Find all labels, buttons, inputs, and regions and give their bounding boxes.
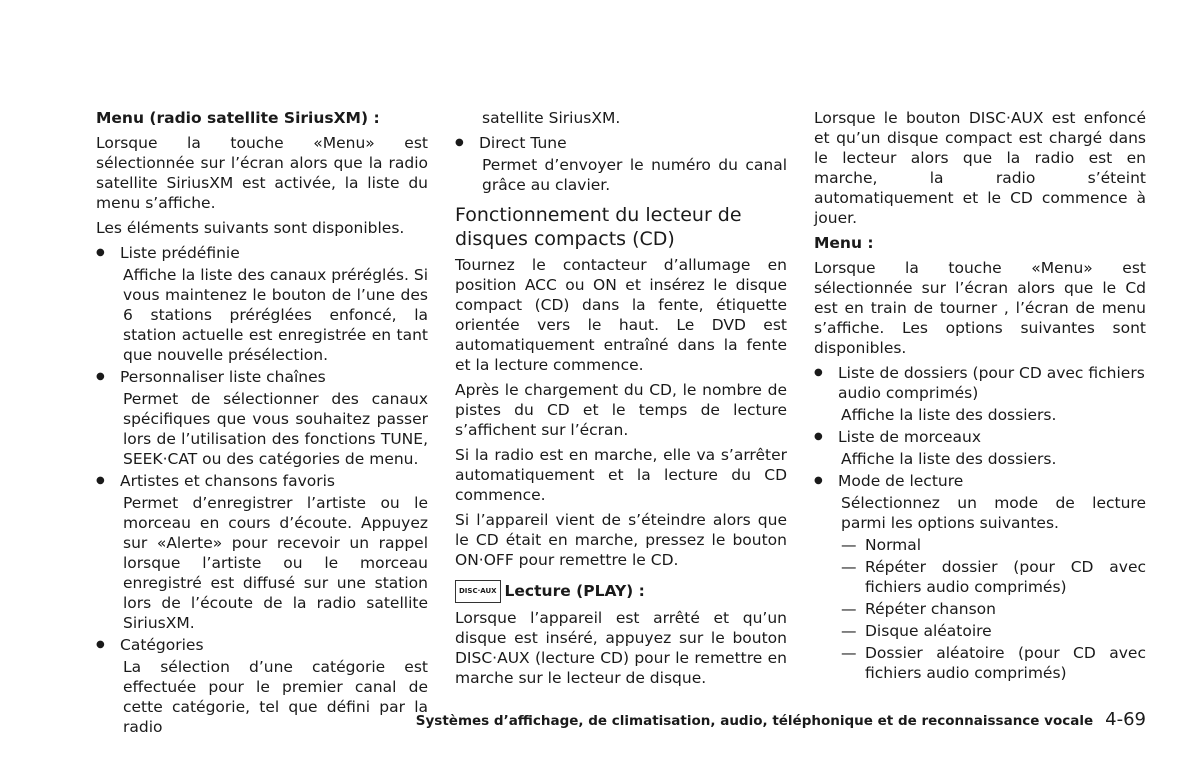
item-description: Sélectionnez un mode de lecture parmi les options suivantes. [841,494,1146,532]
item-description: Permet d’enregistrer l’artiste ou le morceau en cours d’écoute. Appuyez sur «Alerte» pour recevoir un rappel lorsque l’artiste ou le morceau enregistré est diffusé sur une station lors de l’écoute de la radio satellite SiriusXM. [123,494,428,632]
list-item [814,363,1146,403]
item-title: Catégories [120,636,204,654]
lecture-title: Lecture (PLAY) : [504,582,645,600]
paragraph: Tournez le contacteur d’allumage en position ACC ou ON et insérez le disque compact (CD) dans la fente, étiquette orientée vers le haut. Le DVD est automatiquement entraîné dans la fente et la lecture commence. [455,256,787,374]
dash-item: — Répéter dossier (pour CD avec fichiers audio comprimés) [841,557,1146,597]
disc-aux-button-icon: DISC·AUX [455,580,501,603]
bullet-list [455,133,787,195]
list-item [96,243,428,263]
list-item [96,367,428,387]
bullet-list [814,363,1146,533]
list-item [814,427,1146,447]
list-item [455,133,787,153]
item-title: Liste de dossiers (pour CD avec fichiers audio comprimés) [838,364,1145,402]
column-3 [814,108,1146,685]
item-title: Artistes et chansons favoris [120,472,336,490]
item-description: La sélection d’une catégorie est effectuée pour le premier canal de cette catégorie, tel que défini par la radio [123,658,428,736]
footer-text: Systèmes d’affichage, de climatisation, audio, téléphonique et de reconnaissance vocale [415,713,1094,729]
paragraph: Les éléments suivants sont disponibles. [96,219,405,237]
continued-text: satellite SiriusXM. [482,109,621,127]
paragraph: Lorsque le bouton DISC·AUX est enfoncé et qu’un disque compact est chargé dans le lecteur alors que la radio est en marche, la radio s’éteint automatiquement et le CD commence à jouer. [814,109,1146,227]
page-number: 4-69 [1105,709,1146,730]
paragraph: Si la radio est en marche, elle va s’arrêter automatiquement et la lecture du CD commence. [455,446,787,504]
column-2 [455,108,787,693]
dash-item: — Dossier aléatoire (pour CD avec fichiers audio comprimés) [841,643,1146,683]
item-description: Affiche la liste des dossiers. [841,450,1057,468]
item-title: Mode de lecture [838,472,964,490]
item-description: Affiche la liste des canaux préréglés. Si vous maintenez le bouton de l’une des 6 stations préréglées enfoncé, la station actuelle est enregistrée en tant que nouvelle présélection. [123,266,428,364]
paragraph: Après le chargement du CD, le nombre de pistes du CD et le temps de lecture s’affichent sur l’écran. [455,381,787,439]
item-description: Permet de sélectionner des canaux spécifiques que vous souhaitez passer lors de l’utilisation des fonctions TUNE, SEEK·CAT ou des catégories de menu. [123,390,428,468]
bullet-list [96,243,428,737]
dash-item: — Disque aléatoire [841,621,1146,641]
list-item [96,635,428,655]
list-item [96,471,428,491]
lecture-heading [455,580,787,603]
item-title: Direct Tune [479,134,567,152]
dash-item: — Normal [841,535,1146,555]
list-item [814,471,1146,491]
item-description: Affiche la liste des dossiers. [841,406,1057,424]
paragraph: Lorsque la touche «Menu» est sélectionnée sur l’écran alors que la radio satellite SiriusXM est activée, la liste du menu s’affiche. [96,134,428,212]
section-heading-menu-sirius: Menu (radio satellite SiriusXM) : [96,109,380,127]
paragraph: Si l’appareil vient de s’éteindre alors que le CD était en marche, pressez le bouton ON·OFF pour remettre le CD. [455,511,787,569]
column-1 [96,108,428,739]
menu-heading: Menu : [814,234,874,252]
paragraph: Lorsque l’appareil est arrêté et qu’un disque est inséré, appuyez sur le bouton DISC·AUX (lecture CD) pour le remettre en marche sur le lecteur de disque. [455,609,787,687]
item-title: Personnaliser liste chaînes [120,368,326,386]
page-footer [0,709,1146,730]
dash-item: — Répéter chanson [841,599,1146,619]
paragraph: Lorsque la touche «Menu» est sélectionnée sur l’écran alors que le Cd est en train de tourner , l’écran de menu s’affiche. Les options suivantes sont disponibles. [814,259,1146,357]
item-title: Liste de morceaux [838,428,982,446]
section-title-cd: Fonctionnement du lecteur de disques compacts (CD) [455,204,742,250]
dash-list [814,535,1146,683]
item-description: Permet d’envoyer le numéro du canal grâce au clavier. [482,156,787,194]
item-title: Liste prédéfinie [120,244,240,262]
